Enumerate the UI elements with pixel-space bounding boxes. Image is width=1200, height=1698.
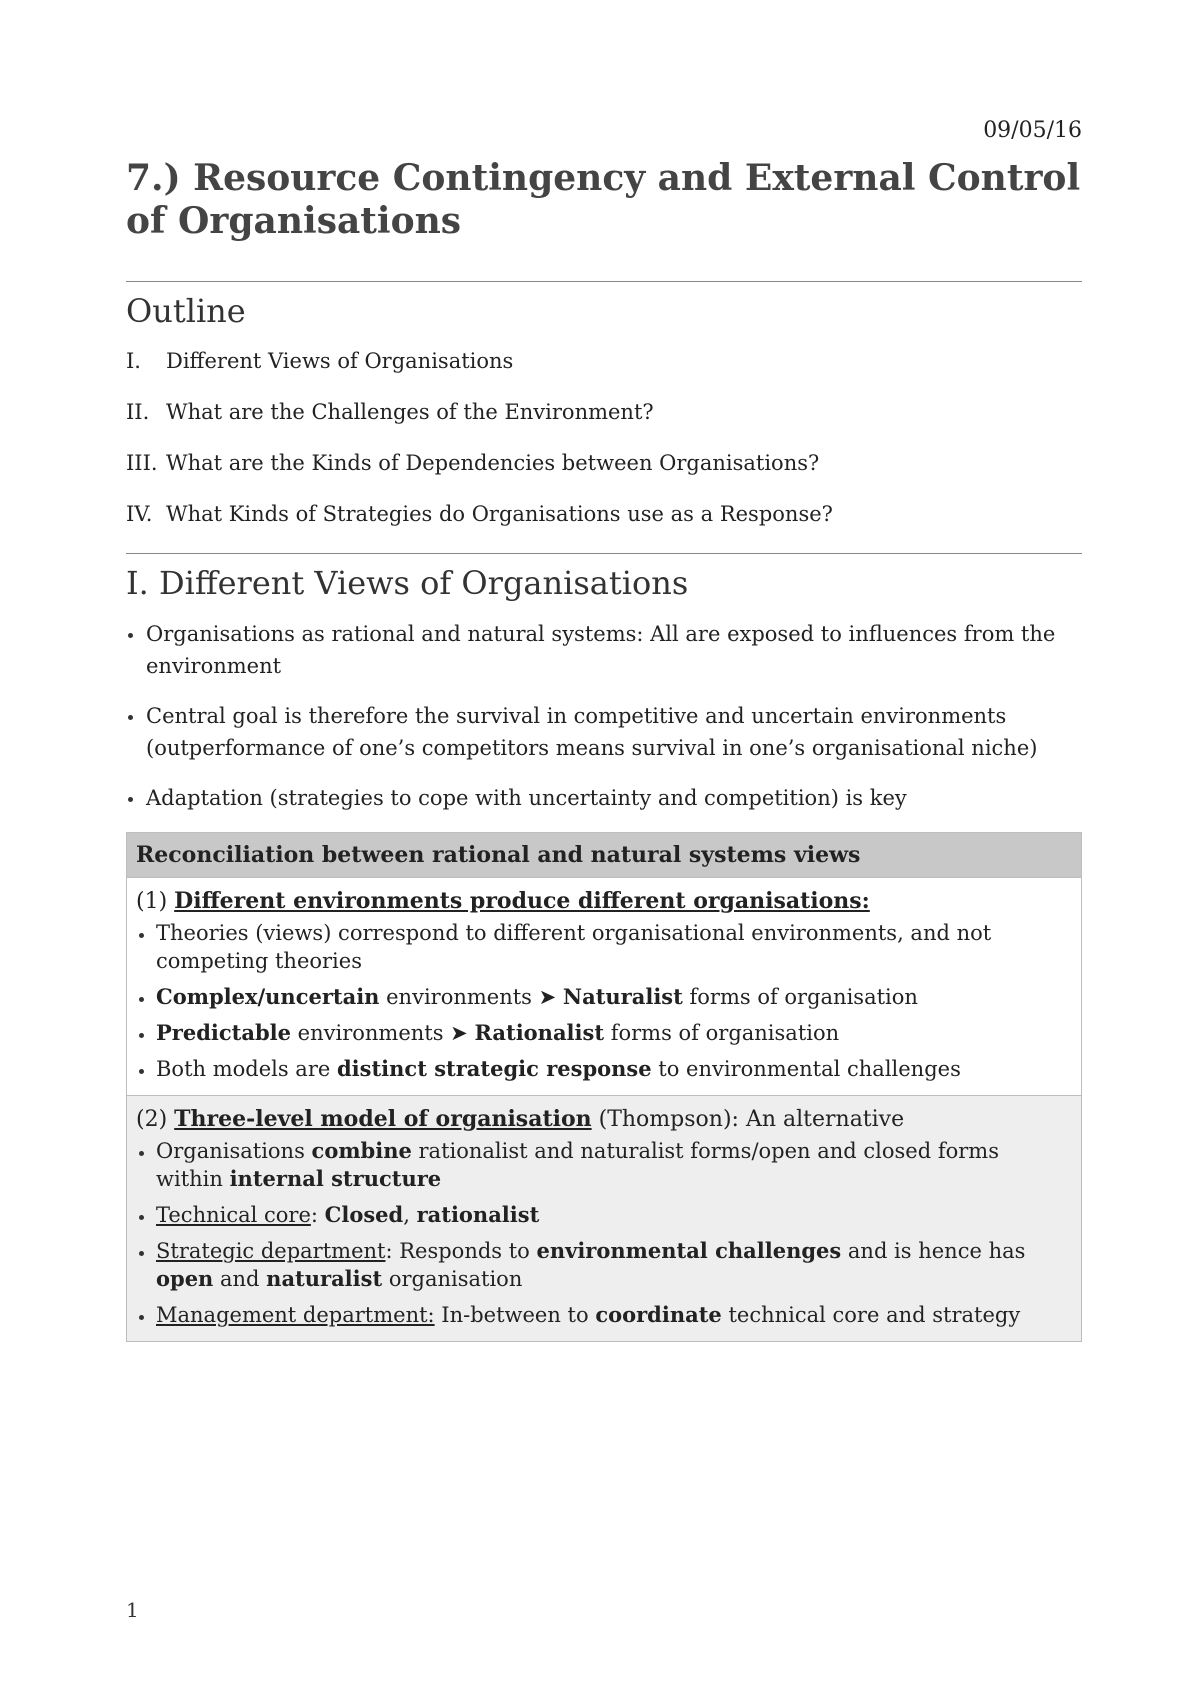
sub-text: and is hence has <box>841 1239 1026 1263</box>
outline-item <box>126 397 1082 427</box>
sub-item <box>136 1137 1072 1193</box>
box-section-1 <box>127 877 1081 1095</box>
section-1-title <box>136 886 1072 917</box>
outline-item <box>126 346 1082 376</box>
bold-text: Complex/uncertain <box>156 984 380 1009</box>
box-section-2 <box>127 1095 1081 1341</box>
bold-text: Naturalist <box>562 984 683 1009</box>
sub-text: In-between to <box>434 1303 596 1327</box>
outline-heading: Outline <box>126 292 246 330</box>
bullet-list <box>126 618 1082 814</box>
outline-item <box>126 499 1082 529</box>
sub-text: forms of organisation <box>604 1021 840 1045</box>
outline-text: Different Views of Organisations <box>166 349 514 373</box>
divider <box>126 281 1082 282</box>
sub-list <box>136 1137 1072 1329</box>
bold-text: coordinate <box>595 1302 722 1327</box>
section-1-heading: Different environments produce different organisations: <box>174 888 870 914</box>
sub-text: environments ➤ <box>379 985 563 1009</box>
sub-item <box>136 1019 1072 1047</box>
reconciliation-box <box>126 832 1082 1342</box>
sub-text: , <box>403 1203 417 1227</box>
sub-text: Organisations <box>156 1139 312 1163</box>
sub-text: organisation <box>382 1267 523 1291</box>
bold-text: rationalist <box>416 1202 540 1227</box>
date: 09/05/16 <box>983 118 1082 143</box>
outline-list <box>126 346 1082 529</box>
sub-item <box>136 1237 1072 1293</box>
box-title: Reconciliation between rational and natural systems views <box>127 833 1081 877</box>
section-prefix: (2) <box>136 1107 168 1132</box>
section-heading: I. Different Views of Organisations <box>126 564 689 602</box>
outline-text: What are the Challenges of the Environment? <box>166 400 654 424</box>
sub-text: rationalist and naturalist forms/open and closed forms within <box>156 1139 999 1191</box>
sub-text: environments ➤ <box>291 1021 475 1045</box>
bold-text: Rationalist <box>474 1020 605 1045</box>
section-2-heading: Three-level model of organisation <box>174 1106 592 1132</box>
divider <box>126 553 1082 554</box>
sub-item <box>136 1201 1072 1229</box>
bullet-item: Adaptation (strategies to cope with uncertainty and competition) is key <box>126 782 1082 814</box>
bold-text: internal structure <box>229 1166 442 1191</box>
page-number: 1 <box>126 1598 139 1622</box>
document-page <box>126 118 1082 1342</box>
sub-item <box>136 1055 1072 1083</box>
underlined-text: Technical core <box>156 1203 311 1227</box>
outline-number: II. <box>126 400 150 424</box>
sub-text: and <box>213 1267 267 1291</box>
sub-text: : Responds to <box>385 1239 537 1263</box>
bold-text: Closed <box>324 1202 404 1227</box>
sub-item <box>136 983 1072 1011</box>
bold-text: naturalist <box>266 1266 383 1291</box>
sub-list <box>136 919 1072 1083</box>
bullet-item: Organisations as rational and natural systems: All are exposed to influences from the environment <box>126 618 1082 682</box>
section-suffix: (Thompson): An alternative <box>591 1107 905 1132</box>
sub-text: technical core and strategy <box>721 1303 1021 1327</box>
sub-text: Theories (views) correspond to different organisational environments, and not competing theories <box>156 921 992 973</box>
section-prefix: (1) <box>136 889 168 914</box>
bullet-item: Central goal is therefore the survival in competitive and uncertain environments (outperformance of one’s competitors means survival in one’s organisational niche) <box>126 700 1082 764</box>
bold-text: environmental challenges <box>536 1238 842 1263</box>
page-title: 7.) Resource Contingency and External Control of Organisations <box>126 157 1081 242</box>
section-2-title <box>136 1104 1072 1135</box>
sub-text: forms of organisation <box>682 985 918 1009</box>
outline-item <box>126 448 1082 478</box>
bold-text: Predictable <box>156 1020 291 1045</box>
bold-text: open <box>156 1266 214 1291</box>
bold-text: distinct strategic response <box>336 1056 652 1081</box>
underlined-text: Management department: <box>156 1303 435 1327</box>
sub-text: Both models are <box>156 1057 337 1081</box>
outline-number: III. <box>126 451 158 475</box>
sub-item <box>136 919 1072 975</box>
underlined-text: Strategic department <box>156 1239 386 1263</box>
sub-text: : <box>310 1203 325 1227</box>
sub-item <box>136 1301 1072 1329</box>
sub-text: to environmental challenges <box>651 1057 961 1081</box>
outline-text: What are the Kinds of Dependencies between Organisations? <box>166 451 820 475</box>
outline-number: I. <box>126 349 141 373</box>
bold-text: combine <box>311 1138 412 1163</box>
outline-number: IV. <box>126 502 153 526</box>
outline-text: What Kinds of Strategies do Organisations use as a Response? <box>166 502 833 526</box>
